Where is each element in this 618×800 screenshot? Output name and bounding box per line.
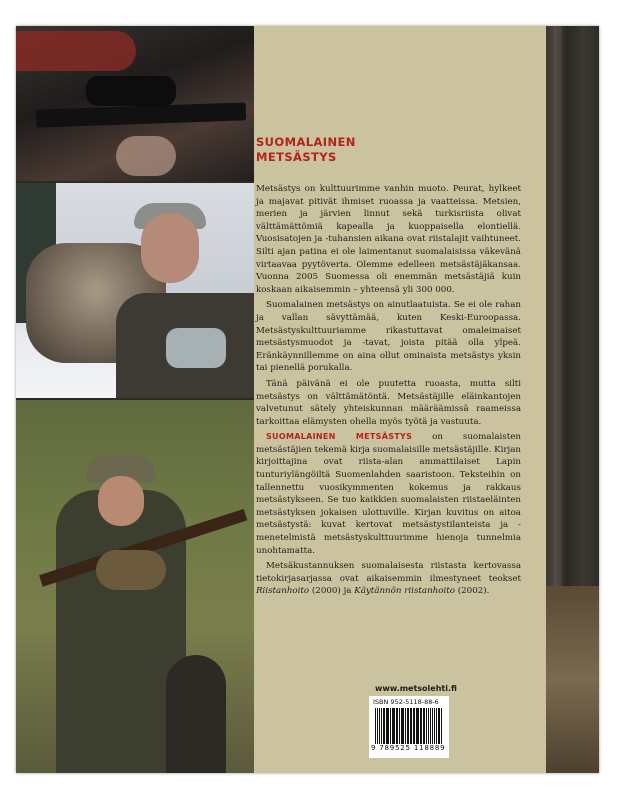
paragraph-4 [256,431,521,557]
photo-hunter-with-lynx [16,183,254,398]
title-line-2: METSÄSTYS [256,150,337,164]
barcode [369,696,449,758]
paragraph-5-start: Metsäkustannuksen suomalaisesta riistasta kertovassa tietokirjasarjassa ovat aikaisemmin ilmestyneet teokset [256,561,521,584]
blurb [256,183,521,601]
book-spine [546,26,599,773]
paragraph-1: Metsästys on kulttuurimme vanhin muoto. Peurat, hylkeet ja majavat pitivät ihmiset ruoassa ja vaatteissa. Metsien, merien ja järvien linnut sekä turkisriista olivat välttämättömiä kapealla ja kuoppaisella elontiellä. Vuosisatojen ja -tuhansien aikana ovat riistalajit vaihtuneet. Silti ajan patina ei ole laimentanut suomalaisissa väkevänä virtaavaa pyytöverta. Olemme edelleen metsästäjäkansaa. Vuonna 2005 Suomessa oli enemmän metsästäjiä kuin koskaan aikaisemmin – yhteensä yli 300 000. [256,184,521,295]
paragraph-5 [256,560,521,598]
book-reference-2: Käytännön riistanhoito [354,586,455,597]
publisher-url: www.metsolehti.fi [375,684,457,693]
paragraph-5-mid: (2000) ja [309,586,355,597]
ean-number: 9 789525 118889 [371,744,446,752]
brand-name: SUOMALAINEN METSÄSTYS [266,432,413,442]
paragraph-4-text: on suomalaisten metsästäjien tekemä kirja suomalaisille metsästäjille. Kirjan kirjoittajina ovat riista-alan ammattilaiset Lapin tunturiylängöiltä Suomenlahden saaristoon. Teksteihin on tallennettu vuosikymmenten kokemus ja rakkaus metsästykseen. Se tuo kaikkien suomalaisten riistaeläinten metsästyksen jokaisen ulottuville. Kirjan kuvitus on aitoa metsästystä: kuvat kertovat metsästystilanteista ja -menetelmistä metsästyskulttuurimme hienoja tunnelmia unohtamatta. [256,432,522,556]
barcode-bars [375,708,443,744]
isbn-label: ISBN 952-5118-88-6 [373,698,439,706]
photo-column [16,26,254,773]
book-title [256,135,516,165]
title-line-1: SUOMALAINEN [256,135,356,149]
book-reference-1: Riistanhoito [256,586,310,597]
paragraph-2: Suomalainen metsästys on ainutlaatuista. Se ei ole rahan ja vallan sävyttämää, kuten Keski-Euroopassa. Metsästyskulttuuriamme rikastuttavat omaleimaiset metsästysmuodot ja -tavat, joista pitää olla ylpeä. Eränkäynnillemme on aina ollut ominaista metsästys yksin tai pienellä porukalla. [256,300,521,374]
photo-rifle-scope [16,26,254,181]
paragraph-3: Tänä päivänä ei ole puutetta ruoasta, mutta silti metsästys on välttämätöntä. Metsästäjille eläinkantojen valvetunut sätely yhteiskunnan määräämissä raameissa tarkoittaa elämysten ohella myös työtä ja vastuuta. [256,378,521,427]
photo-hunter-with-dog [16,400,254,773]
paragraph-5-end: (2002). [455,586,490,597]
